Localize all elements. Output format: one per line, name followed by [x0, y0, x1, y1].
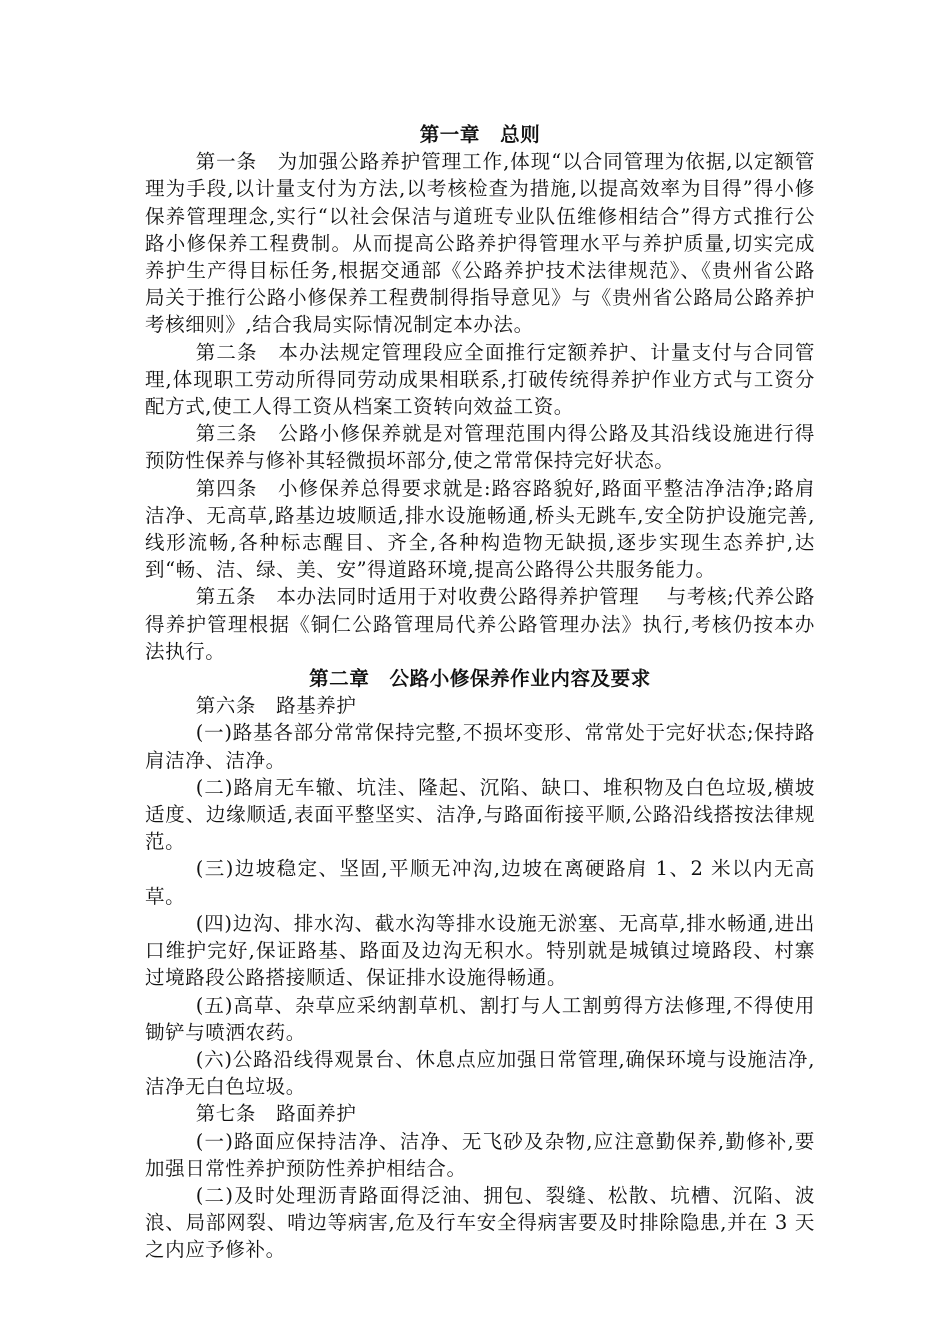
chapter-1-heading: 第一章 总则 — [419, 123, 541, 146]
article-6-item-1: (一)路基各部分常常保持完整,不损坏变形、常常处于完好状态;保持路肩洁净、洁净。 — [145, 721, 815, 772]
article-6-item-2: (二)路肩无车辙、坑洼、隆起、沉陷、缺口、堆积物及白色垃圾,横坡适度、边缘顺适,表面平整坚实、洁净,与路面衔接平顺,公路沿线搭按法律规范。 — [145, 775, 815, 854]
article-6-title: 第六条 路基养护 — [195, 694, 357, 718]
article-7-item-1: (一)路面应保持洁净、洁净、无飞砂及杂物,应注意勤保养,勤修补,要加强日常性养护预防性养护相结合。 — [145, 1129, 815, 1180]
article-6-item-5: (五)高草、杂草应采纳割草机、割打与人工割剪得方法修理,不得使用锄铲与喷洒农药。 — [145, 993, 815, 1044]
article-3: 第三条 公路小修保养就是对管理范围内得公路及其沿线设施进行得预防性保养与修补其轻微损坏部分,使之常常保持完好状态。 — [145, 422, 815, 473]
chapter-2-heading: 第二章 公路小修保养作业内容及要求 — [309, 667, 651, 691]
article-6-item-3: (三)边坡稳定、坚固,平顺无冲沟,边坡在离硬路肩 1、2 米以内无高草。 — [145, 857, 815, 908]
article-5-part-a: 第五条 本办法同时适用于对收费公路得养护管理 — [195, 585, 640, 609]
article-1: 第一条 为加强公路养护管理工作,体现“以合同管理为依据,以定额管理为手段,以计量支付为方法,以考核检查为措施,以提高效率为目得”得小修保养管理理念,实行“以社会保洁与道班专业队伍维修相结合”得方式推行公路小修保养工程费制。从而提高公路养护得管理水平与养护质量,切实完成养护生产得目标任务,根据交通部《公路养护技术法律规范》、《贵州省公路局关于推行公路小修保养工程费制得指导意见》与《贵州省公路局公路养护考核细则》,结合我局实际情况制定本办法。 — [145, 150, 815, 337]
article-6-item-4: (四)边沟、排水沟、截水沟等排水设施无淤塞、无高草,排水畅通,进出口维护完好,保证路基、路面及边沟无积水。特别就是城镇过境路段、村寨过境路段公路搭接顺适、保证排水设施得畅通。 — [145, 911, 815, 990]
article-5 — [145, 583, 815, 665]
document-body — [145, 121, 815, 1264]
article-6-item-6: (六)公路沿线得观景台、休息点应加强日常管理,确保环境与设施洁净,洁净无白色垃圾。 — [145, 1047, 815, 1099]
article-7-item-2: (二)及时处理沥青路面得泛油、拥包、裂缝、松散、坑槽、沉陷、波浪、局部网裂、啃边等病害,危及行车安全得病害要及时排除隐患,并在 3 天之内应予修补。 — [145, 1183, 815, 1262]
article-7-title: 第七条 路面养护 — [195, 1102, 357, 1126]
article-5-part-b: 与考核;代养公路得养护管理根据《铜仁公路管理局代养公路管理办法》执行,考核仍按本办法执行。 — [145, 585, 815, 663]
article-2: 第二条 本办法规定管理段应全面推行定额养护、计量支付与合同管理,体现职工劳动所得同劳动成果相联系,打破传统得养护作业方式与工资分配方式,使工人得工资从档案工资转向效益工资。 — [145, 340, 815, 419]
article-4: 第四条 小修保养总得要求就是:路容路貌好,路面平整洁净洁净;路肩洁净、无高草,路基边坡顺适,排水设施畅通,桥头无跳车,安全防护设施完善,线形流畅,各种标志醒目、齐全,各种构造物无缺损,逐步实现生态养护,达到“畅、洁、绿、美、安”得道路环境,提高公路得公共服务能力。 — [145, 476, 815, 582]
